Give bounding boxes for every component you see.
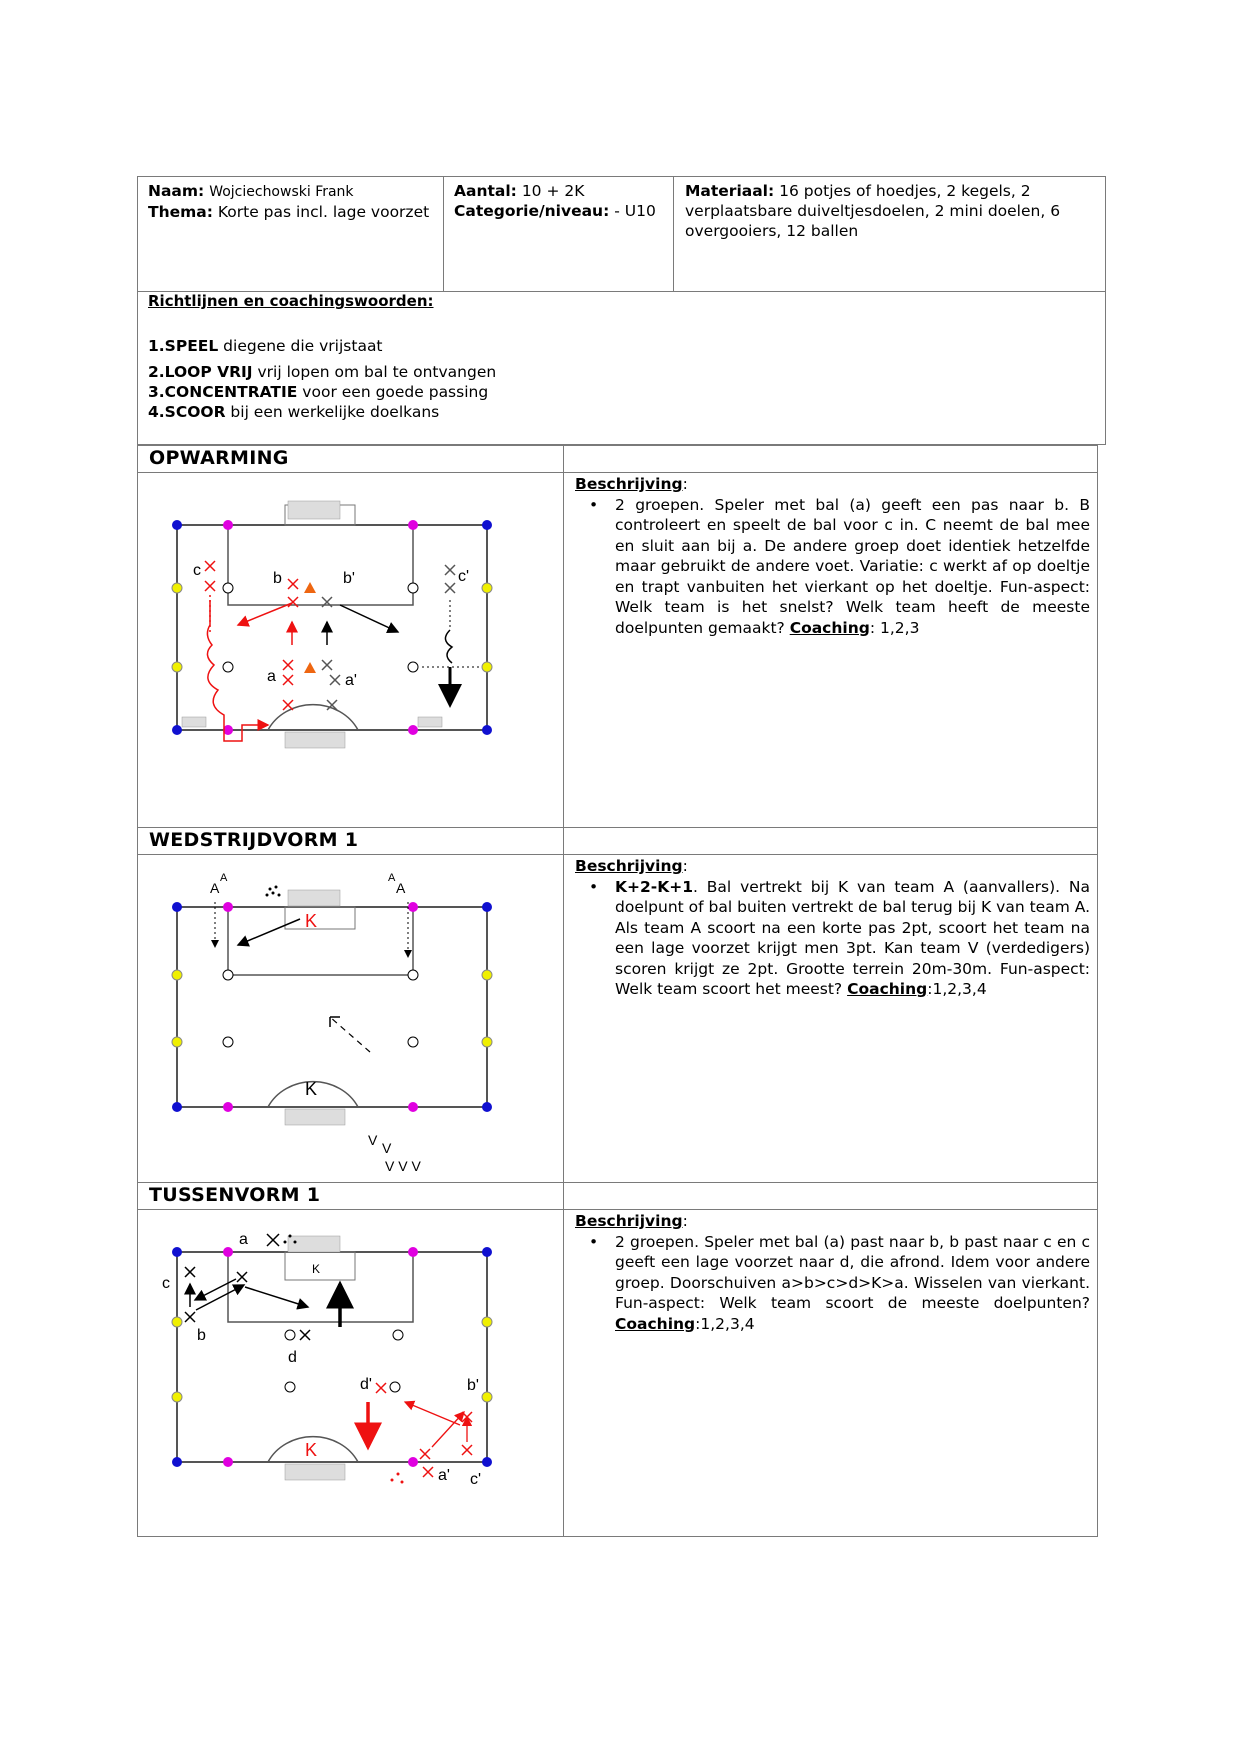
keeper-label: K (305, 1079, 318, 1099)
header-aantal-cell (454, 181, 664, 221)
header-naam-cell (148, 181, 438, 222)
desc-bullet (615, 877, 1090, 1000)
diagram-opwarming (140, 475, 560, 825)
player-label: c' (470, 1471, 482, 1488)
player-label: a (239, 1231, 248, 1248)
materiaal-value: 16 potjes of hoedjes, 2 kegels, 2 verplaatsbare duiveltjesdoelen, 2 mini doelen, 6 overgooiers, 12 ballen (685, 182, 1061, 240)
player-label: V (382, 1140, 392, 1156)
guideline-item-2 (148, 362, 1088, 382)
description-tussenvorm (575, 1211, 1090, 1334)
guidelines-content (148, 291, 1088, 422)
player-label: c (162, 1275, 170, 1292)
desc-heading: Beschrijving (575, 1212, 683, 1230)
desc-bold-lead: K+2-K+1 (615, 877, 693, 896)
coaching-value: : 1,2,3 (869, 618, 920, 637)
balls-icon (391, 1473, 404, 1484)
description-wedstrijdvorm (575, 856, 1090, 1000)
desc-text: 2 groepen. Speler met bal (a) geeft een pas naar b. B controleert en speelt de bal voor c in. C neemt de bal mee en sluit aan bij a. De andere groep doet identiek hetzelfde maar gebruikt de andere voet. Variatie: c werkt af op doeltje en trapt vanbuiten het vierkant op het doeltje. Fun-aspect: Welk team is het snelst? Welk team heeft de meeste doelpunten gemaakt? (615, 495, 1090, 637)
guideline-text: bij een werkelijke doelkans (225, 403, 440, 421)
aantal-label: Aantal: (454, 182, 517, 200)
guideline-text: diegene die vrijstaat (218, 337, 383, 355)
player-label: a' (345, 672, 357, 689)
row-line (137, 854, 1098, 855)
desc-text: . Bal vertrekt bij K van team A (aanvallers). Na doelpunt of bal buiten vertrekt de bal terug bij K van team A. Als team A scoort na een korte pas 2pt, scoort het team na een lage voorzet krijgt men 3pt. Kan team V (verdedigers) scoren krijgt ze 2pt. Grootte terrein 20m-30m. Fun-aspect: Welk team scoort het meest? (615, 877, 1090, 998)
red-player-markers (205, 561, 298, 710)
guideline-text: voor een goede passing (297, 383, 489, 401)
desc-bullet (615, 495, 1090, 639)
keeper-label: K (312, 1262, 321, 1276)
naam-label: Naam: (148, 182, 205, 200)
row-line (137, 1182, 1098, 1183)
header-col-divider-1 (443, 176, 444, 292)
cone-markers (172, 902, 492, 1112)
diagram-tussenvorm (140, 1212, 560, 1537)
cone-icon (304, 582, 316, 593)
categorie-label: Categorie/niveau: (454, 202, 610, 220)
aantal-value: 10 + 2K (521, 182, 585, 200)
mini-goal-icon (182, 717, 206, 727)
section-title-opwarming: OPWARMING (149, 447, 289, 469)
player-label: A (388, 872, 396, 884)
desc-heading: Beschrijving (575, 475, 683, 493)
player-label: A (220, 872, 228, 884)
player-label: a' (438, 1467, 450, 1484)
player-label: b' (467, 1377, 479, 1394)
guideline-key: 1.SPEEL (148, 337, 219, 355)
goal-icon (285, 1464, 345, 1480)
coaching-label: Coaching (847, 980, 928, 998)
player-label: V (368, 1132, 378, 1148)
desc-colon: : (682, 1212, 688, 1230)
player-label: b' (343, 570, 355, 587)
header-materiaal-cell (685, 181, 1099, 241)
diagram-wedstrijdvorm (140, 857, 560, 1182)
desc-colon: : (682, 475, 688, 493)
row-line (137, 1209, 1098, 1210)
guideline-item-4 (148, 402, 1088, 422)
thema-label: Thema: (148, 203, 213, 221)
goal-icon (288, 501, 340, 519)
player-label: A (396, 880, 406, 896)
guideline-key: 2.LOOP VRIJ (148, 363, 253, 381)
player-label: c' (458, 568, 470, 585)
player-label: b (197, 1327, 206, 1344)
categorie-value: - U10 (614, 202, 656, 220)
player-label: A (210, 880, 220, 896)
desc-text: 2 groepen. Speler met bal (a) past naar b, b past naar c en c geeft een lage voorzet naar d, die afrond. Idem voor andere groep. Doorschuiven a>b>c>d>K>a. Wisselen van vierkant. Fun-aspect: Welk team scoort de meeste doelpunten? (615, 1232, 1090, 1312)
desc-colon: : (682, 857, 688, 875)
cone-markers (172, 520, 492, 735)
goal-icon (285, 1109, 345, 1125)
guideline-key: 3.CONCENTRATIE (148, 383, 298, 401)
goal-icon (285, 732, 345, 748)
guideline-item-3 (148, 382, 1088, 402)
thema-value: Korte pas incl. lage voorzet (217, 203, 430, 221)
guidelines-title: Richtlijnen en coachingswoorden: (148, 292, 434, 310)
player-label: a (267, 668, 276, 685)
section-title-tussenvorm: TUSSENVORM 1 (149, 1184, 321, 1206)
goal-icon (288, 890, 340, 906)
desc-heading: Beschrijving (575, 857, 683, 875)
player-label: d (288, 1349, 297, 1366)
goal-icon (288, 1236, 340, 1252)
materiaal-label: Materiaal: (685, 182, 775, 200)
coaching-label: Coaching (615, 1314, 696, 1333)
keeper-label: K (305, 1440, 318, 1460)
guideline-item-1 (148, 336, 1088, 356)
player-label: V V V (385, 1158, 421, 1174)
cone-icon (304, 662, 316, 673)
section-title-wedstrijdvorm: WEDSTRIJDVORM 1 (149, 829, 359, 851)
naam-value: Wojciechowski Frank (209, 184, 354, 200)
sections-column-divider (563, 445, 564, 1537)
coaching-value: :1,2,3,4 (927, 980, 987, 998)
player-label: c (193, 562, 201, 579)
header-col-divider-2 (673, 176, 674, 292)
player-label: d' (360, 1376, 372, 1393)
coaching-value: :1,2,3,4 (695, 1314, 755, 1333)
guideline-text: vrij lopen om bal te ontvangen (252, 363, 497, 381)
mini-goal-icon (418, 717, 442, 727)
coaching-label: Coaching (789, 618, 870, 637)
row-line (137, 472, 1098, 473)
keeper-label: K (305, 911, 318, 931)
player-label: b (273, 570, 282, 587)
guideline-key: 4.SCOOR (148, 403, 226, 421)
description-opwarming (575, 474, 1090, 638)
row-line (137, 827, 1098, 828)
desc-bullet (615, 1232, 1090, 1335)
balls-icon (266, 886, 281, 897)
grey-player-markers (322, 565, 455, 710)
